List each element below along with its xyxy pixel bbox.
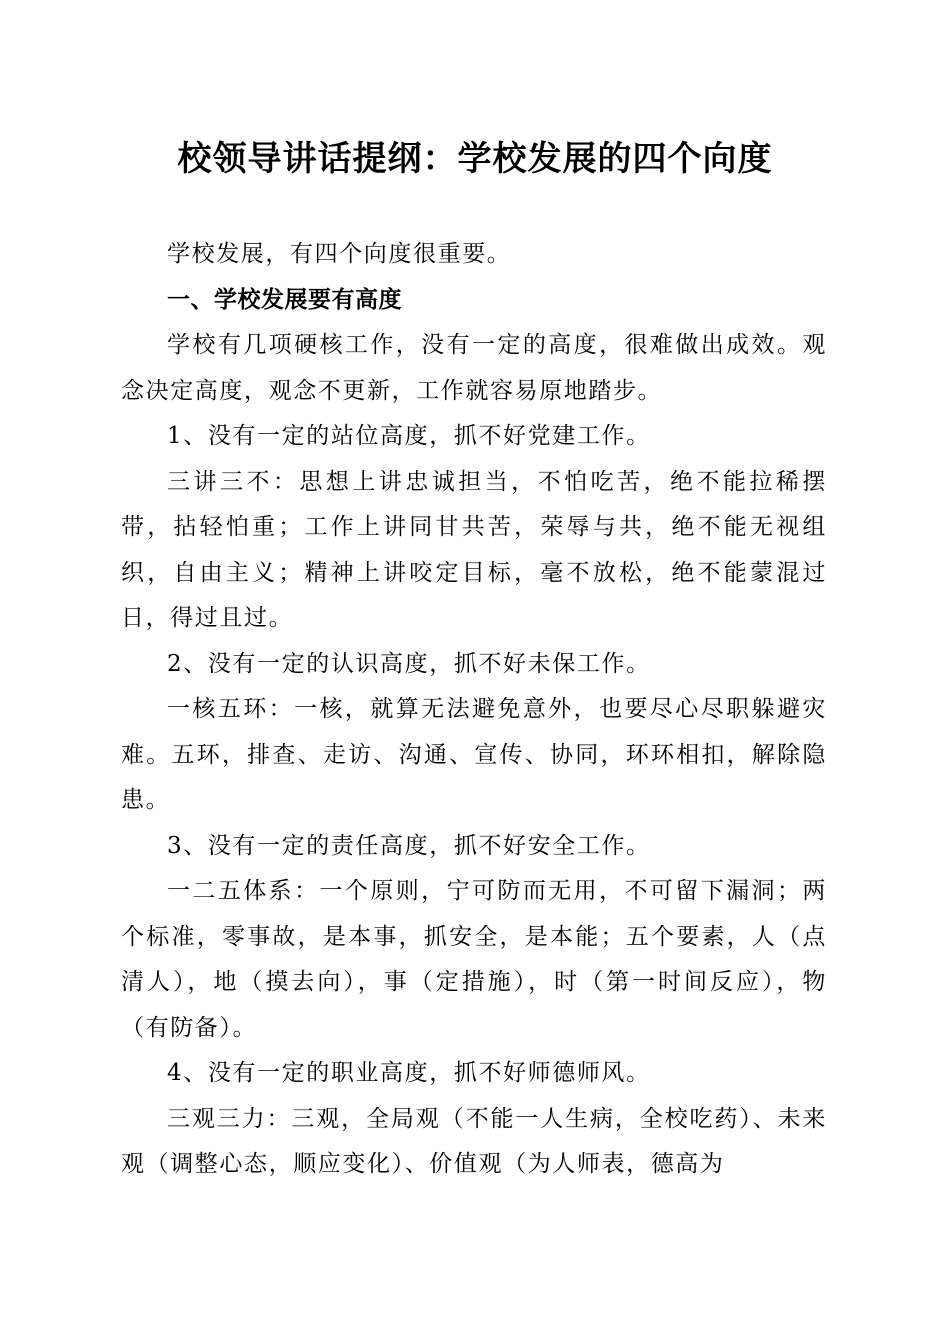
paragraph-one-two-five-system: 一二五体系：一个原则，宁可防而无用，不可留下漏洞；两个标准，零事故，是本事，抓安全，是本能；五个要素，人（点清人），地（摸去向），事（定措施），时（第一时间反应），物（有防备）。 — [121, 878, 827, 1041]
document-body — [121, 232, 827, 1188]
subheading-teacher-ethics: 4、没有一定的职业高度，抓不好师德师风。 — [167, 1060, 651, 1086]
subheading-minor-protection: 2、没有一定的认识高度，抓不好未保工作。 — [167, 650, 651, 677]
paragraph-three-views: 三观三力：三观，全局观（不能一人生病，全校吃药）、未来观（调整心态，顺应变化）、价值观（为人师表，德高为 — [121, 1105, 827, 1177]
paragraph-height-overview: 学校有几项硬核工作，没有一定的高度，很难做出成效。观念决定高度，观念不更新，工作就容易原地踏步。 — [121, 332, 827, 404]
subheading-safety: 3、没有一定的责任高度，抓不好安全工作。 — [167, 832, 651, 859]
paragraph-one-core-five-rings: 一核五环：一核，就算无法避免意外，也要尽心尽职躲避灾难。五环，排查、走访、沟通、宣传、协同，环环相扣，解除隐患。 — [121, 696, 827, 813]
paragraph-intro: 学校发展，有四个向度很重要。 — [167, 241, 512, 267]
subheading-party-building: 1、没有一定的站位高度，抓不好党建工作。 — [167, 423, 651, 449]
document-title: 校领导讲话提纲：学校发展的四个向度 — [177, 139, 773, 179]
section-heading-height: 一、学校发展要有高度 — [167, 286, 402, 313]
paragraph-three-talks: 三讲三不：思想上讲忠诚担当，不怕吃苦，绝不能拉稀摆带，拈轻怕重；工作上讲同甘共苦，荣辱与共，绝不能无视组织，自由主义；精神上讲咬定目标，毫不放松，绝不能蒙混过日，得过且过。 — [121, 468, 827, 631]
